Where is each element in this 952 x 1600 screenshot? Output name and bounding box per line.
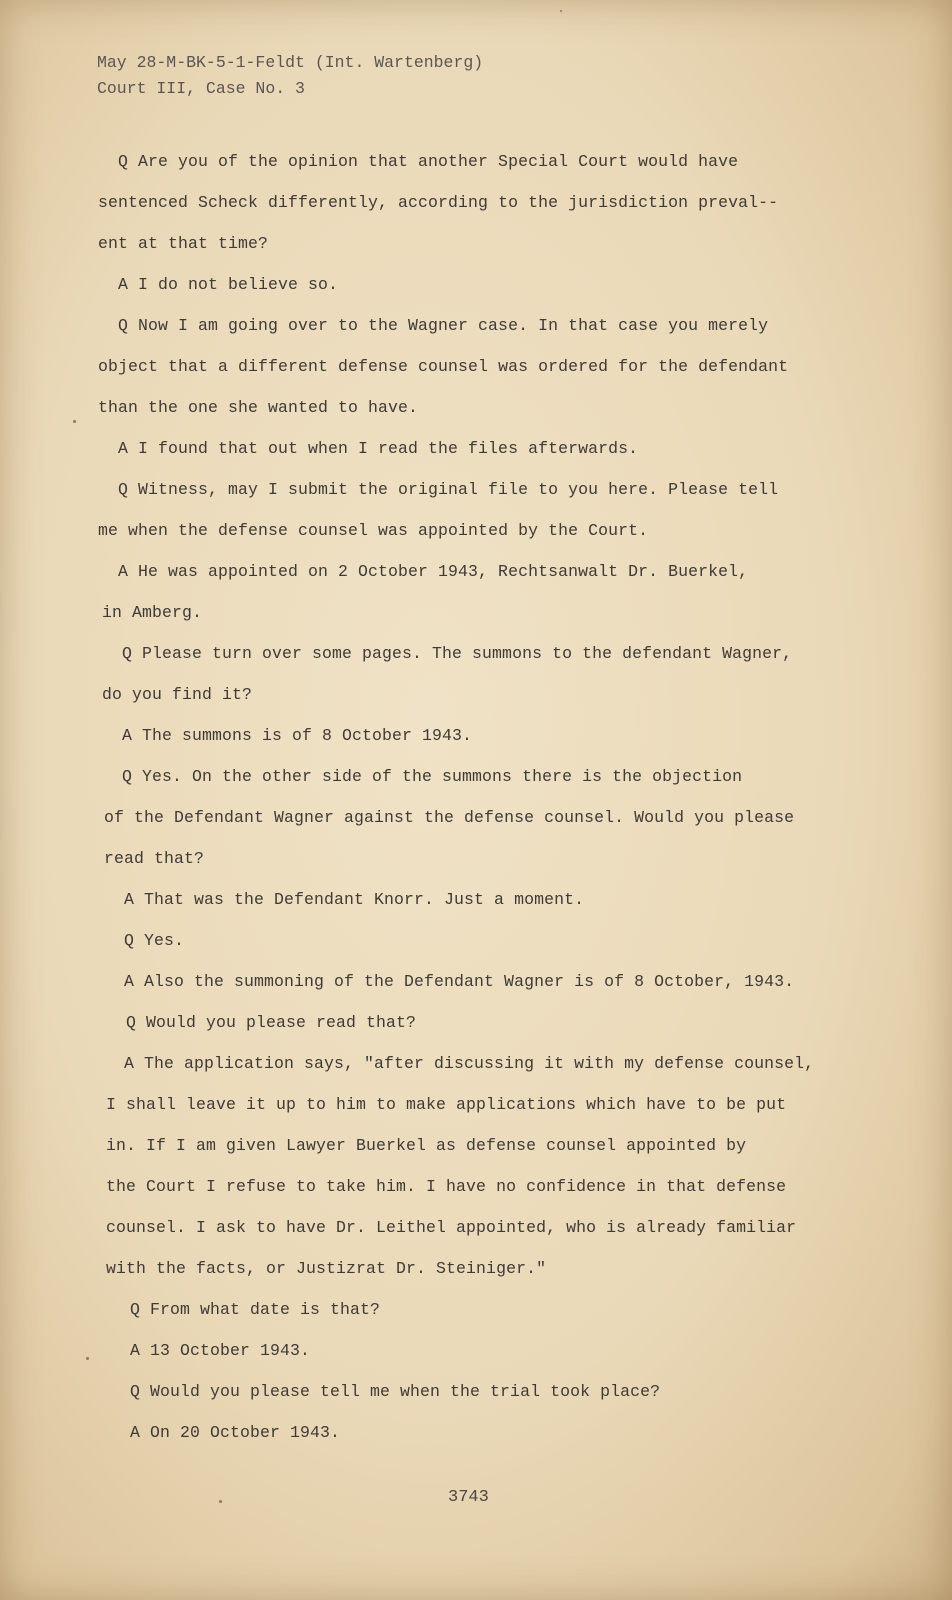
transcript-line: in. If I am given Lawyer Buerkel as defense counsel appointed by [106, 1136, 747, 1155]
transcript-line: Q Please turn over some pages. The summons to the defendant Wagner, [122, 644, 793, 663]
document-header [97, 50, 483, 102]
transcript-line: Q Witness, may I submit the original file to you here. Please tell [118, 480, 779, 499]
page-number: 3743 [448, 1488, 489, 1507]
paper-speck [73, 420, 76, 423]
transcript-line: A 13 October 1943. [130, 1341, 311, 1360]
transcript-line: A I found that out when I read the files afterwards. [118, 439, 639, 458]
transcript-line: than the one she wanted to have. [98, 398, 419, 417]
transcript-line: A The application says, "after discussing it with my defense counsel, [124, 1054, 815, 1073]
transcript-line: me when the defense counsel was appointed by the Court. [98, 521, 649, 540]
paper-speck [219, 1500, 222, 1503]
transcript-line: in Amberg. [102, 603, 203, 622]
transcript-line: Q Yes. [124, 931, 185, 950]
paper-speck [86, 1357, 89, 1360]
transcript-line: Q Would you please tell me when the trial took place? [130, 1382, 661, 1401]
transcript-line: A The summons is of 8 October 1943. [122, 726, 473, 745]
transcript-line: of the Defendant Wagner against the defense counsel. Would you please [104, 808, 795, 827]
transcript-line: Q Yes. On the other side of the summons there is the objection [122, 767, 743, 786]
transcript-line: A He was appointed on 2 October 1943, Rechtsanwalt Dr. Buerkel, [118, 562, 749, 581]
transcript-line: counsel. I ask to have Dr. Leithel appointed, who is already familiar [106, 1218, 797, 1237]
transcript-line: Q Would you please read that? [126, 1013, 417, 1032]
transcript-line: ent at that time? [98, 234, 269, 253]
transcript-line: Q Now I am going over to the Wagner case. In that case you merely [118, 316, 769, 335]
header-court-line: Court III, Case No. 3 [97, 79, 305, 98]
transcript-line: Q Are you of the opinion that another Special Court would have [118, 152, 739, 171]
header-reference-line: May 28-M-BK-5-1-Feldt (Int. Wartenberg) [97, 53, 484, 72]
transcript-line: the Court I refuse to take him. I have no confidence in that defense [106, 1177, 787, 1196]
transcript-line: A On 20 October 1943. [130, 1423, 341, 1442]
transcript-line: do you find it? [102, 685, 253, 704]
transcript-line: I shall leave it up to him to make applications which have to be put [106, 1095, 787, 1114]
transcript-line: object that a different defense counsel was ordered for the defendant [98, 357, 789, 376]
transcript-line: A That was the Defendant Knorr. Just a moment. [124, 890, 585, 909]
transcript-line: sentenced Scheck differently, according to the jurisdiction preval-- [98, 193, 779, 212]
paper-speck [560, 10, 562, 12]
transcript-line: Q From what date is that? [130, 1300, 381, 1319]
transcript-line: A I do not believe so. [118, 275, 339, 294]
transcript-line: read that? [104, 849, 205, 868]
transcript-line: A Also the summoning of the Defendant Wagner is of 8 October, 1943. [124, 972, 795, 991]
transcript-line: with the facts, or Justizrat Dr. Steiniger." [106, 1259, 547, 1278]
